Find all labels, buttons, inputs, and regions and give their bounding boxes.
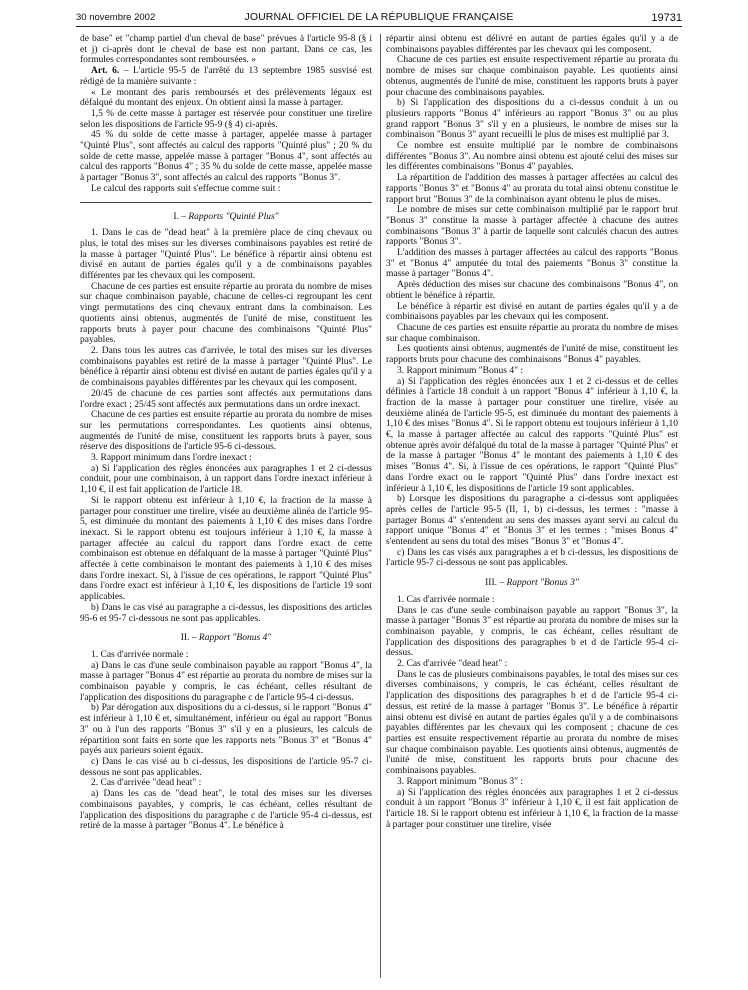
heading-number: I. – — [173, 211, 189, 222]
paragraph: 20/45 de chacune de ces parties sont affectés aux permutations dans l'ordre exact ; 25/45 sont affectés aux permutations dans un ordre inexact. — [80, 388, 372, 410]
section-heading-i — [80, 212, 372, 223]
paragraph: 2. Cas d'arrivée "dead heat" : — [91, 778, 202, 789]
paragraph: Chacune de ces parties est ensuite répartie au prorata du nombre de mises sur chaque combinaison. — [386, 322, 678, 344]
paragraph: a) Dans les cas de "dead heat", le total des mises sur les diverses combinaisons payables, y compris, le cas échéant, celles résultant de l'application des dispositions du paragraphe c de l'article 95-4 ci-dessus, est retiré de la masse à partager "Bonus 4". Le bénéfice à — [80, 789, 372, 832]
paragraph: répartir ainsi obtenu est délivré en autant de parties égales qu'il y a de combinaisons payables différentes par les chevaux qui les composent. — [386, 34, 678, 55]
paragraph: 1. Dans le cas de "dead heat" à la première place de cinq chevaux ou plus, le total des mises sur les diverses combinaisons payables est retiré de la masse à partager "Quinté Plus". Le bénéfice à répartir ainsi obtenu est divisé en autant de parties égales qu'il y a de combinaisons payables différentes par les chevaux qui les composent. — [80, 228, 372, 282]
header-rule — [76, 26, 682, 27]
section-heading-iii — [386, 578, 678, 589]
paragraph: 45 % du solde de cette masse à partager, appelée masse à partager "Quinté Plus", sont affectés au calcul des rapports "Quinté plus" ; 20 % du solde de cette masse, appelée masse à partager "Bonus 4", sont affectés au calcul des rapports "Bonus 4" ; 35 % du solde de cette masse, appelée masse à partager "Bonus 3", sont affectés au calcul des rapports "Bonus 3". — [80, 130, 372, 184]
paragraph: Après déduction des mises sur chacune des combinaisons "Bonus 4", on obtient le bénéfice à répartir. — [386, 280, 678, 301]
paragraph: Dans le cas de plusieurs combinaisons payables, le total des mises sur ces diverses combinaisons, y compris, le cas échéant, celles résultant de l'application des dispositions des paragraphes b et d de l'article 95-4 ci-dessus, est retiré de la masse à partager "Bonus 3". Le bénéfice à répartir ainsi obtenu est divisé en autant de parties égales qu'il y a de combinaisons payables différentes par les chevaux qui les composent ; chacune de ces parties est ensuite respectivement répartie au prorata du nombre de mises sur chaque combinaison payable. Les quotients ainsi obtenus, augmentés de l'unité de mise, constituent les rapports bruts pour chacune des combinaisons payables. — [386, 669, 678, 777]
paragraph: Les quotients ainsi obtenus, augmentés de l'unité de mise, constituent les rapports bruts pour chacune des combinaisons "Bonus 4" payables. — [386, 344, 678, 366]
paragraph: Ce nombre est ensuite multiplié par le nombre de combinaisons différentes "Bonus 3". Au nombre ainsi obtenu est ajouté celui des mises sur les différentes combinaisons "Bonus 4" payables. — [386, 141, 678, 173]
paragraph: Dans le cas d'une seule combinaison payable au rapport "Bonus 3", la masse à partager "Bonus 3" est répartie au prorata du nombre de mises sur la combinaison payable, y compris, le cas échéant, celles résultant de l'application des dispositions des paragraphes b et d de l'article 95-4 ci-dessus. — [386, 605, 678, 659]
heading-title: Rapport "Bonus 4" — [198, 633, 272, 644]
paragraph: 1. Cas d'arrivée normale : — [397, 594, 495, 605]
article-6-paragraph — [80, 66, 372, 87]
section-separator — [80, 202, 372, 203]
paragraph: Le calcul des rapports suit s'effectue comme suit : — [91, 183, 281, 194]
paragraph: c) Dans les cas visés aux paragraphes a et b ci-dessus, les dispositions de l'article 95-7 ci-dessous ne sont pas applicables. — [386, 547, 678, 569]
paragraph: de base" et "champ partiel d'un cheval de base" prévues à l'article 95-8 (§ i et j) ci-après dont le cheval de base est non partant. Dans ce cas, les formules correspondantes sont remboursées. » — [80, 34, 372, 66]
heading-number: II. – — [180, 633, 199, 644]
paragraph: b) Par dérogation aux dispositions du a ci-dessus, si le rapport "Bonus 4" est inférieur à 1,10 € et, simultanément, inférieur ou égal au rapport "Bonus 3" ou à l'un des rapports "Bonus 3" s'il y en a plusieurs, les calculs de répartition sont faits en sorte que les rapports nets "Bonus 3" et "Bonus 4" payés aux parieurs soient égaux. — [80, 703, 372, 757]
section-heading-ii — [80, 633, 372, 644]
paragraph: L'addition des masses à partager affectées au calcul des rapports "Bonus 3" et "Bonus 4" amputée du total des paiements "Bonus 3" constitue la masse à partager "Bonus 4". — [386, 248, 678, 280]
paragraph: 1. Cas d'arrivée normale : — [91, 649, 189, 660]
heading-number: III. – — [485, 578, 507, 589]
paragraph: 1,5 % de cette masse à partager est réservée pour constituer une tirelire selon les dispositions de l'article 95-9 (§ 4) ci-après. — [80, 108, 372, 130]
paragraph: Chacune de ces parties est ensuite répartie au prorata du nombre de mises sur les permutations correspondantes. Les quotients ainsi obtenus, augmentés de l'unité de mise, constituent les rapports bruts à payer, sous réserve des dispositions de l'article 95-6 ci-dessous. — [80, 410, 372, 453]
paragraph: a) Si l'application des règles énoncées aux paragraphes 1 et 2 ci-dessus conduit à un rapport "Bonus 3" inférieur à 1,10 €, il est fait application de l'article 18. Si le rapport obtenu est inférieur à 1,10 €, la fraction de la masse à partager pour constituer une tirelire, visée — [386, 787, 678, 830]
paragraph: Chacune de ces parties est ensuite respectivement répartie au prorata du nombre de mises sur chaque combinaison payable. Les quotients ainsi obtenus, augmentés de l'unité de mise, constituent les rapports bruts à payer pour chacune des combinaisons payables. — [386, 55, 678, 98]
paragraph: 3. Rapport minimum "Bonus 4" : — [397, 365, 523, 376]
header-title: JOURNAL OFFICIEL DE LA RÉPUBLIQUE FRANÇAISE — [244, 11, 514, 23]
heading-title: Rapport "Bonus 3" — [506, 578, 579, 589]
paragraph: b) Dans le cas visé au paragraphe a ci-dessus, les dispositions des articles 95-6 et 95-7 ci-dessous ne sont pas applicables. — [80, 602, 372, 624]
page-header — [76, 10, 682, 26]
paragraph: b) Si l'application des dispositions du a ci-dessus conduit à un ou plusieurs rapports "Bonus 4" inférieurs au rapport "Bonus 3" ou au plus grand rapport "Bonus 3" s'il y en a plusieurs, le nombre de mises sur la combinaison "Bonus 3" ayant recueilli le plus de mises est multiplié par 3. — [386, 98, 678, 141]
paragraph: « Le montant des paris remboursés et des prélèvements légaux est défalqué du montant des enjeux. On obtient ainsi la masse à partager. — [80, 87, 372, 109]
left-column — [80, 34, 372, 982]
right-column — [386, 34, 678, 982]
paragraph: 2. Dans tous les autres cas d'arrivée, le total des mises sur les diverses combinaisons payables est retiré de la masse à partager "Quinté Plus". Le bénéfice à répartir ainsi obtenu est divisé en autant de parties égales qu'il y a de combinaisons payables différentes par les chevaux qui les composent. — [80, 345, 372, 389]
paragraph: a) Si l'application des règles énoncées aux paragraphes 1 et 2 ci-dessus conduit, pour une combinaison, à un rapport dans l'ordre inexact inférieur à 1,10 €, il est fait application de l'article 18. — [80, 463, 372, 496]
article-text: – L'article 95-5 de l'arrêté du 13 septembre 1985 susvisé est rédigé de la manière suivante : — [80, 66, 372, 87]
paragraph: 2. Cas d'arrivée "dead heat" : — [397, 659, 508, 670]
paragraph: Le bénéfice à répartir est divisé en autant de parties égales qu'il y a de combinaisons payables par les chevaux qui les composent. — [386, 301, 678, 323]
heading-title: Rapports "Quinté Plus" — [188, 211, 279, 222]
paragraph: 3. Rapport minimum dans l'ordre inexact : — [91, 453, 252, 464]
paragraph: Le nombre de mises sur cette combinaison multiplié par le rapport brut "Bonus 3" constitue la masse à partager affectée à chacune des autres combinaisons "Bonus 3" à partir de laquelle sont calculés chacun des autres rapports "Bonus 3". — [386, 205, 678, 248]
paragraph: La répartition de l'addition des masses à partager affectées au calcul des rapports "Bonus 3" et "Bonus 4" au prorata du total ainsi obtenu constitue le rapport brut "Bonus 3" de la combinaison ayant obtenu le plus de mises. — [386, 173, 678, 205]
article-label: Art. 6. — [91, 66, 120, 77]
header-date: 30 novembre 2002 — [76, 12, 156, 23]
paragraph: Si le rapport obtenu est inférieur à 1,10 €, la fraction de la masse à partager pour constituer une tirelire, visée au deuxième alinéa de l'article 95-5, est diminuée du montant des paiements à 1,10 € des mises dans l'ordre inexact. Si le rapport obtenu est toujours inférieur à 1,10 €, la masse à partager affectée au calcul du rapport dans l'ordre exact de cette combinaison est obtenue en défalquant de la masse à partager "Quinté Plus" affectée à cette combinaison le montant des paiements à 1,10 € des mises dans l'ordre inexact. Si, à l'issue de ces opérations, le rapport "Quinté Plus" dans l'ordre exact est inférieur à 1,10 €, les dispositions de l'article 19 sont applicables. — [80, 495, 372, 603]
paragraph: a) Si l'application des règles énoncées aux 1 et 2 ci-dessus et de celles définies à l'article 18 conduit à un rapport "Bonus 4" inférieur à 1,10 €, la fraction de la masse à partager pour constituer une tirelire, visée au deuxième alinéa de l'article 95-5, est diminuée du montant des paiements à 1,10 € des mises "Bonus 4". Si le rapport obtenu est toujours inférieur à 1,10 €, la masse à partager affectée au calcul des rapports "Quinté Plus" est obtenue après avoir défalqué du total de la masse à partager "Quinté Plus" et de la masse à partager "Bonus 4" le montant des paiements à 1,10 € des mises "Bonus 4". Si, à l'issue de ces opérations, le rapport "Quinté Plus" dans l'ordre exact ou le rapport "Quinté Plus" dans l'ordre inexact est inférieur à 1,10 €, les dispositions de l'article 19 sont applicables. — [386, 376, 678, 494]
paragraph: 3. Rapport minimum "Bonus 3" : — [397, 776, 523, 787]
paragraph: a) Dans le cas d'une seule combinaison payable au rapport "Bonus 4", la masse à partager "Bonus 4" est répartie au prorata du nombre de mises sur la combinaison payable y compris, le cas échéant, celles résultant de l'application des dispositions du paragraphe c de l'article 95-4 ci-dessus. — [80, 660, 372, 703]
paragraph: c) Dans le cas visé au b ci-dessus, les dispositions de l'article 95-7 ci-dessous ne sont pas applicables. — [80, 757, 372, 778]
paragraph: b) Lorsque les dispositions du paragraphe a ci-dessus sont appliquées après celles de l'article 95-5 (II, 1, b) ci-dessus, les termes : "masse à partager Bonus 4" s'entendent au sens des masses ayant servi au calcul du rapport unique "Bonus 4" et "Bonus 3" et les termes : "mises Bonus 4" s'entendent au sens du total des mises "Bonus 3" et "Bonus 4". — [386, 494, 678, 548]
header-page-number: 19731 — [651, 12, 682, 24]
paragraph: Chacune de ces parties est ensuite répartie au prorata du nombre de mises sur chaque combinaison payable, chacune de celles-ci regroupant les cent vingt permutations des cinq chevaux entrant dans la combinaison. Les quotients ainsi obtenus, augmentés de l'unité de mise, constituent les rapports bruts à payer pour chacune des combinaisons "Quinté Plus" payables. — [80, 281, 372, 346]
column-divider — [380, 34, 381, 978]
